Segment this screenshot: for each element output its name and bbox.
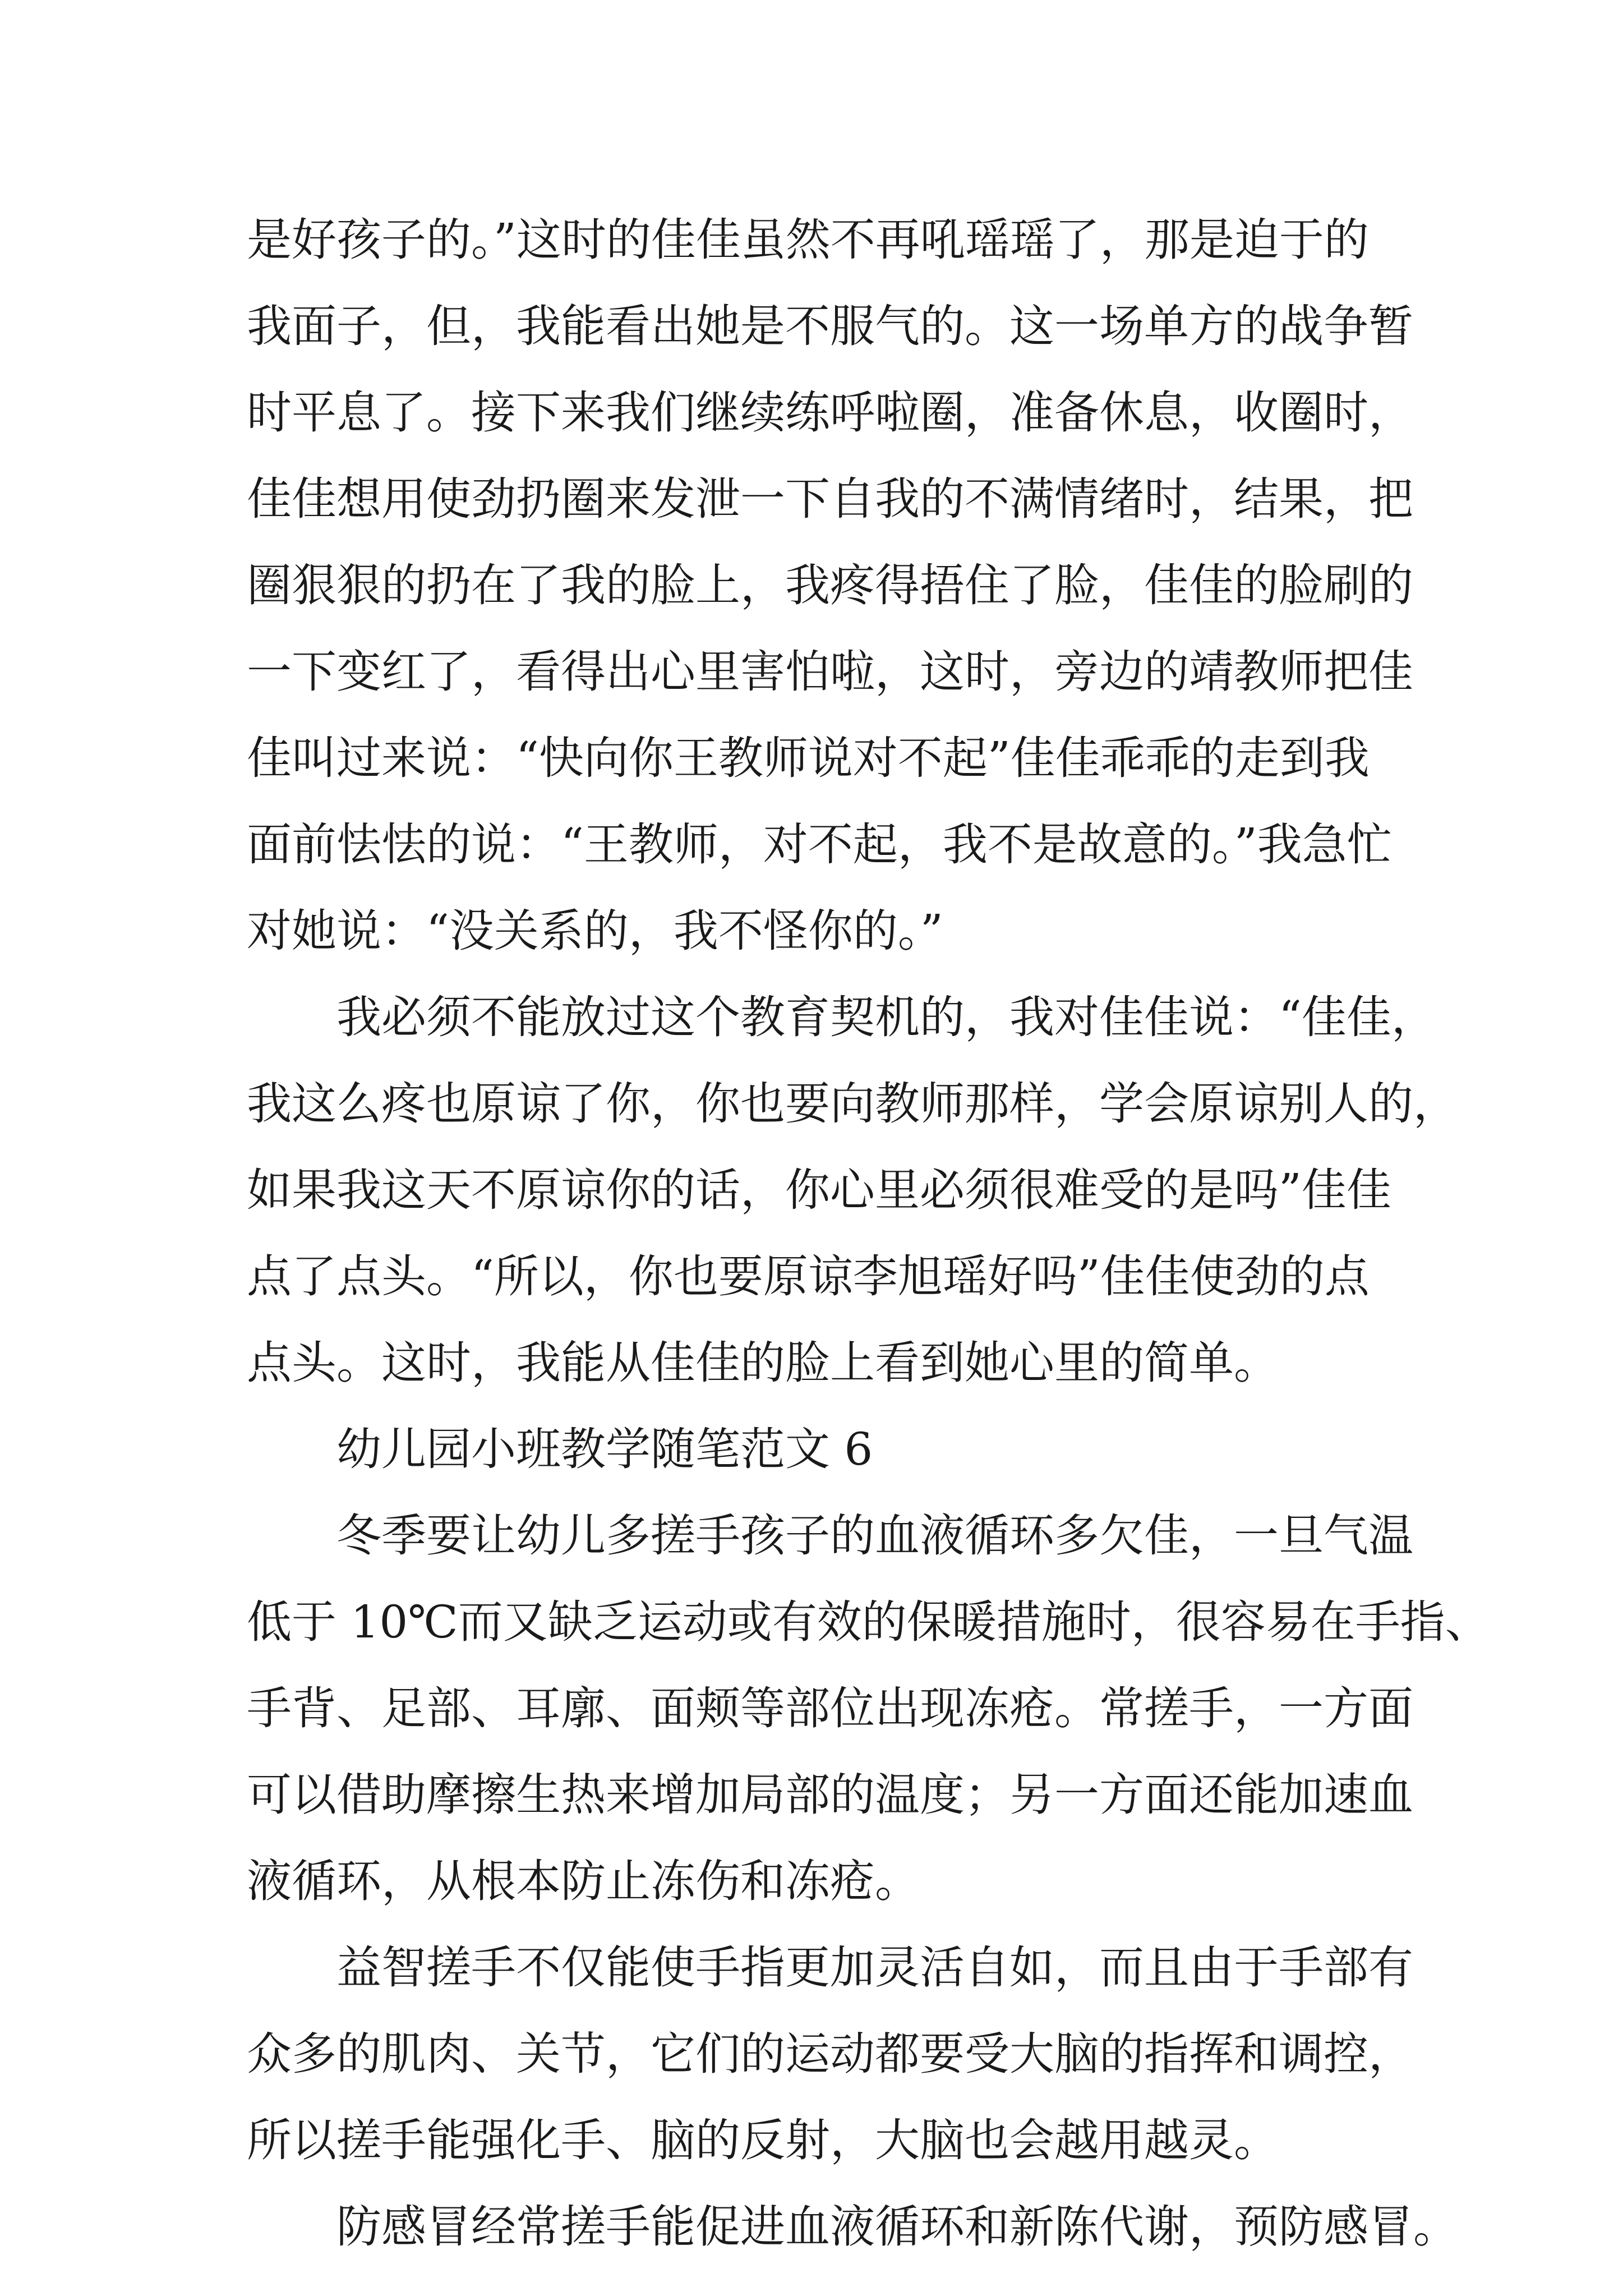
- text-line: 所以搓手能强化手、脑的反射，大脑也会越用越灵。: [247, 2114, 1279, 2166]
- text-line: 圈狠狠的扔在了我的脸上，我疼得捂住了脸，佳佳的脸刷的: [247, 559, 1413, 611]
- text-line: 面前怯怯的说：“王教师，对不起，我不是故意的。”我急忙: [247, 818, 1392, 871]
- text-line: 我面子，但，我能看出她是不服气的。这一场单方的战争暂: [247, 300, 1413, 352]
- text-line: 一下变红了，看得出心里害怕啦，这时，旁边的靖教师把佳: [247, 646, 1413, 698]
- text-line: 点了点头。“所以，你也要原谅李旭瑶好吗”佳佳使劲的点: [247, 1250, 1370, 1303]
- paragraph-first-line: 我必须不能放过这个教育契机的，我对佳佳说：“佳佳，: [336, 991, 1436, 1043]
- text-line: 我这么疼也原谅了你，你也要向教师那样，学会原谅别人的，: [247, 1078, 1458, 1130]
- text-line: 众多的肌肉、关节，它们的运动都要受大脑的指挥和调控，: [247, 2028, 1413, 2080]
- text-line: 如果我这天不原谅你的话，你心里必须很难受的是吗”佳佳: [247, 1164, 1391, 1216]
- paragraph-first-line: 冬季要让幼儿多搓手孩子的血液循环多欠佳，一旦气温: [336, 1510, 1413, 1562]
- text-line: 是好孩子的。”这时的佳佳虽然不再吼瑶瑶了，那是迫于的: [247, 214, 1369, 266]
- text-line: 低于 10℃而又缺乏运动或有效的保暖措施时，很容易在手指、: [247, 1596, 1490, 1648]
- text-line: 对她说：“没关系的，我不怪你的。”: [247, 905, 943, 957]
- text-line: 手背、足部、耳廓、面颊等部位出现冻疮。常搓手，一方面: [247, 1682, 1413, 1734]
- text-line: 可以借助摩擦生热来增加局部的温度；另一方面还能加速血: [247, 1769, 1413, 1821]
- text-line: 佳佳想用使劲扔圈来发泄一下自我的不满情绪时，结果，把: [247, 473, 1413, 525]
- text-line: 时平息了。接下来我们继续练呼啦圈，准备休息，收圈时，: [247, 386, 1413, 439]
- text-line: 点头。这时，我能从佳佳的脸上看到她心里的简单。: [247, 1337, 1279, 1389]
- text-line: 佳叫过来说：“快向你王教师说对不起”佳佳乖乖的走到我: [247, 732, 1370, 784]
- paragraph-first-line: 防感冒经常搓手能促进血液循环和新陈代谢，预防感冒。: [336, 2201, 1458, 2253]
- text-line: 液循环，从根本防止冻伤和冻疮。: [247, 1855, 920, 1907]
- section-heading: 幼儿园小班教学随笔范文 6: [336, 1423, 873, 1475]
- paragraph-first-line: 益智搓手不仅能使手指更加灵活自如，而且由于手部有: [336, 1941, 1413, 1994]
